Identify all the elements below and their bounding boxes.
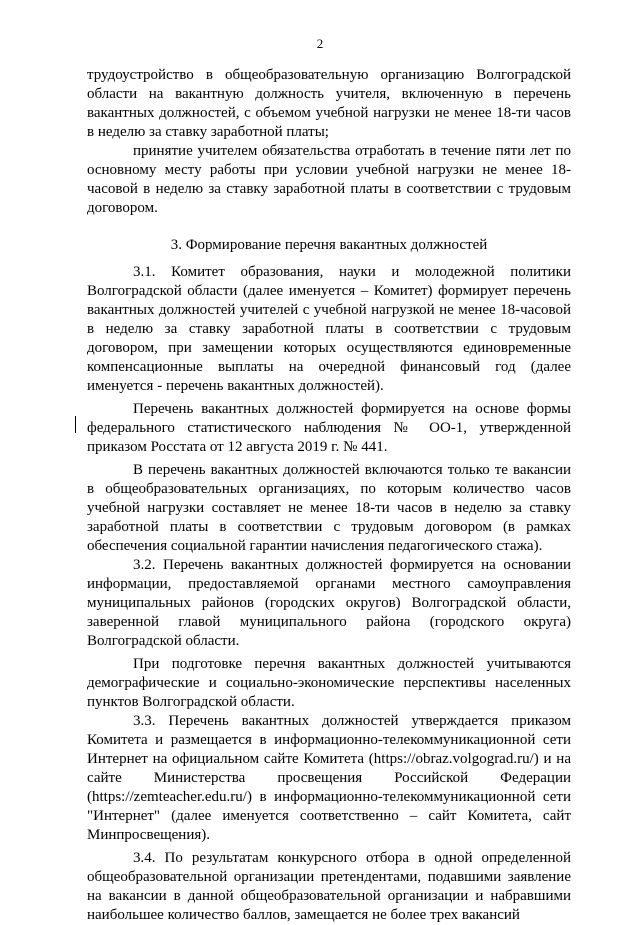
paragraph: 3.3. Перечень вакантных должностей утверждается приказом Комитета и размещается в информационно-телекоммуникационной сети Интернет на официальном сайте Комитета (https://obraz.volgograd.ru/) и на сайте Министерства просвещения Российской Федерации (https://zemteacher.edu.ru/) в информационно-телекоммуникационной сети "Интернет" (далее именуется соответственно – сайт Комитета, сайт Минпросвещения). (87, 713, 571, 843)
paragraph: В перечень вакантных должностей включаются только те вакансии в общеобразовательных организациях, по которым количество часов учебной нагрузки составляет не менее 18-ти часов в неделю за ставку заработной платы в соответствии с трудовым договором (в рамках обеспечения социальной гарантии начисления педагогического стажа). (87, 462, 571, 554)
section-heading: 3. Формирование перечня вакантных должностей (170, 237, 488, 253)
paragraph: 3.2. Перечень вакантных должностей формируется на основании информации, предоставляемой органами местного самоуправления муниципальных районов (городских округов) Волгоградской области, заверенной главой муниципального района (городского округа) Волгоградской области. (87, 557, 571, 649)
paragraph: При подготовке перечня вакантных должностей учитываются демографические и социально-экономические перспективы населенных пунктов Волгоградской области. (87, 656, 571, 710)
page-number: 2 (316, 36, 324, 51)
paragraph: трудоустройство в общеобразовательную организацию Волгоградской области на вакантную должность учителя, включенную в перечень вакантных должностей, с объемом учебной нагрузки не менее 18-ти часов в неделю за ставку заработной платы; (87, 67, 571, 140)
paragraph: 3.1. Комитет образования, науки и молодежной политики Волгоградской области (далее именуется – Комитет) формирует перечень вакантных должностей учителей с учебной нагрузкой не менее 18-часовой в неделю за ставку заработной платы в соответствии с трудовым договором, при замещении которых осуществляются единовременные компенсационные выплаты на очередной финансовый год (далее именуется - перечень вакантных должностей). (87, 264, 571, 394)
paragraph: Перечень вакантных должностей формируется на основе формы федерального статистического наблюдения № ОО-1, утвержденной приказом Росстата от 12 августа 2019 г. № 441. (87, 401, 571, 455)
paragraph: 3.4. По результатам конкурсного отбора в одной определенной общеобразовательной организации претендентами, подавшими заявление на вакансии в данной общеобразовательной организации и набравшими наибольшее количество баллов, замещается не более трех вакансий (87, 850, 571, 923)
paragraph: принятие учителем обязательства отработать в течение пяти лет по основному месту работы при условии учебной нагрузки не менее 18-часовой в неделю за ставку заработной платы в соответствии с трудовым договором. (87, 143, 571, 216)
text-cursor (75, 416, 76, 433)
document-body (87, 66, 571, 925)
